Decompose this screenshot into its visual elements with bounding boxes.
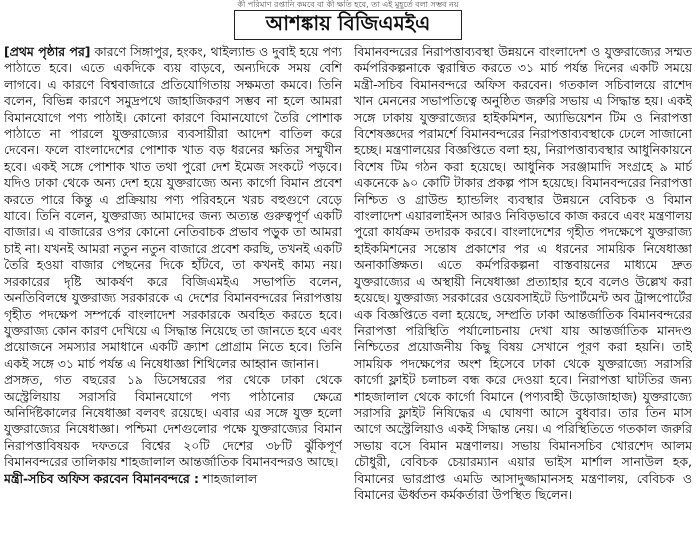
subhead: মন্ত্রী-সচিব অফিস করবেন বিমানবন্দরে : <box>4 470 199 486</box>
left-paragraph-1 <box>4 44 342 372</box>
continuation-lead: [প্রথম পৃষ্ঠার পর] <box>4 44 91 59</box>
right-paragraph-1: বিমানবন্দরের নিরাপত্তাব্যবস্থা উন্নয়নে বাংলাদেশ ও যুক্তরাজ্যের সম্মত কর্মপরিকল্পনাকে ত্বরান্বিত করতে ৩১ মার্চ পর্যন্ত দিনের একটি সময়ে মন্ত্রী-সচিব বিমানবন্দরে অফিস করবেন। গতকাল সচিবালয়ে রাশেদ খান মেননের সভাপতিত্বে অনুষ্ঠিত জরুরি সভায় এ সিদ্ধান্ত হয়। একই সঙ্গে ঢাকায় যুক্তরাজ্যের হাইকমিশন, অ্যাভিয়েশন টিম ও নিরাপত্তা বিশেষজ্ঞদের পরামর্শে বিমানবন্দরের নিরাপত্তাব্যবস্থাকে ঢেলে সাজানো হচ্ছে। মন্ত্রণালয়ের বিজ্ঞপ্তিতে বলা হয়, নিরাপত্তাব্যবস্থার আধুনিকায়নে বিশেষ টিম গঠন করা হয়েছে। আধুনিক সরঞ্জামাদি সংগ্রহে ৯ মার্চ একনেকে ৯০ কোটি টাকার প্রকল্প পাস হয়েছে। বিমানবন্দরের নিরাপত্তা নিশ্চিত ও গ্রাউন্ড হ্যান্ডলিং ব্যবস্থার উন্নয়নে বেবিচক ও বিমান বাংলাদেশ এয়ারলাইনস আরও নিবিড়ভাবে কাজ করবে এবং মন্ত্রণালয় পুরো কার্যক্রম তদারক করবে। বাংলাদেশের গৃহীত পদক্ষেপে যুক্তরাজ্য হাইকমিশনের সন্তোষ প্রকাশের পর এ ধরনের সাময়িক নিষেধাজ্ঞা অনাকাঙ্ক্ষিত। এতে কর্মপরিকল্পনা বাস্তবায়নের মাধ্যমে দ্রুত যুক্তরাজ্যের এ অস্থায়ী নিষেধাজ্ঞা প্রত্যাহার হবে বলেও উল্লেখ করা হয়েছে। যুক্তরাজ্য সরকারের ওয়েবসাইটে ডিপার্টমেন্ট অব ট্রান্সপোর্টের এক বিজ্ঞপ্তিতে বলা হয়েছে, সম্প্রতি ঢাকা আন্তর্জাতিক বিমানবন্দরের নিরাপত্তা পরিস্থিতি পর্যালোচনায় দেখা যায় আন্তর্জাতিক মানদণ্ড নিশ্চিতের প্রয়োজনীয় কিছু বিষয় সেখানে পূরণ করা হয়নি। তাই সাময়িক পদক্ষেপের অংশ হিসেবে ঢাকা থেকে যুক্তরাজ্যে সরাসরি কার্গো ফ্লাইট চলাচল বন্ধ করে দেওয়া হবে। নিরাপত্তা ঘাটতির জন্য শাহজালাল থেকে কার্গো বিমানে (পণ্যবাহী উড়োজাহাজ) যুক্তরাজ্যে সরাসরি ফ্লাইট নিষিদ্ধের এ ঘোষণা আসে বুধবার। তার তিন মাস আগে অস্ট্রেলিয়াও একই সিদ্ধান্ত নেয়। এ পরিস্থিতিতে গতকাল জরুরি সভায় বসে বিমান মন্ত্রণালয়। সভায় বিমানসচিব খোরশেদ আলম চৌধুরী, বেবিচক চেয়ারম্যান এয়ার ভাইস মার্শাল সানাউল হক, বিমানের ভারপ্রাপ্ত এমডি আসাদুজ্জামানসহ মন্ত্রণালয়, বেবিচক ও বিমানের ঊর্ধ্বতন কর্মকর্তারা উপস্থিত ছিলেন। <box>354 44 692 502</box>
subhead-line <box>4 471 342 487</box>
headline-box <box>234 10 462 40</box>
article-columns <box>4 44 692 552</box>
left-paragraph-2: প্রসঙ্গত, গত বছরের ১৯ ডিসেম্বরের পর থেকে ঢাকা থেকে অস্ট্রেলিয়ায় সরাসরি বিমানযোগে পণ্য পাঠানোর ক্ষেত্রে অনির্দিষ্টকালের নিষেধাজ্ঞা বলবৎ রয়েছে। এবার এর সঙ্গে যুক্ত হলো যুক্তরাজ্যের নিষেধাজ্ঞা। পশ্চিমা দেশগুলোর পক্ষে যুক্তরাজ্যের বিমান নিরাপত্তাবিষয়ক দফতরে বিশ্বের ২০টি দেশের ৩৮টি ঝুঁকিপূর্ণ বিমানবন্দরের তালিকায় শাহজালাল আন্তর্জাতিক বিমানবন্দরও আছে। <box>4 372 342 470</box>
right-column <box>354 44 692 552</box>
subhead-tail: শাহজালাল <box>202 470 258 486</box>
left-column <box>4 44 342 552</box>
left-paragraph-1-text: কারণে সিঙ্গাপুর, হংকং, থাইল্যান্ড ও দুবাই হয়ে পণ্য পাঠাতে হবে। এতে একদিকে ব্যয় বাড়বে, অন্যদিকে সময় বেশি লাগবে। এ কারণে বিশ্ববাজারে প্রতিযোগিতায় সক্ষমতা কমবে। তিনি বলেন, বিভিন্ন কারণে সমুদ্রপথে জাহাজিকরণ সম্ভব না হলে আমরা বিমানযোগে পণ্য পাঠাই। কোনো কারণে বিমানযোগে তৈরি পোশাক পাঠাতে না পারলে যুক্তরাজ্যের ব্যবসায়ীরা আদেশ বাতিল করে দেবেন। ফলে বাংলাদেশের পোশাক খাত বড় ধরনের ক্ষতির সম্মুখীন হবে। একই সঙ্গে পোশাক খাত তথা পুরো দেশ ইমেজ সংকটে পড়বে। যদিও ঢাকা থেকে অন্য দেশ হয়ে যুক্তরাজ্যে অন্য কার্গো বিমান প্রবেশ করতে পারে কিন্তু এ প্রক্রিয়ায় পণ্য পরিবহনে খরচ বহুগুণে বেড়ে যাবে। তিনি বলেন, যুক্তরাজ্য আমাদের জন্য অত্যন্ত গুরুত্বপূর্ণ একটি বাজার। এ বাজারের ওপর কোনো নেতিবাচক প্রভাব পড়ুক তা আমরা চাই না। যখনই আমরা নতুন নতুন বাজারে প্রবেশ করছি, তখনই একটি তৈরি হওয়া বাজার পেছনের দিকে হাঁটবে, তা কখনই কাম্য নয়। সরকারের দৃষ্টি আকর্ষণ করে বিজিএমইএ সভাপতি বলেন, অনতিবিলম্বে যুক্তরাজ্য সরকারকে এ দেশের বিমানবন্দরের নিরাপত্তায় গৃহীত পদক্ষেপ সম্পর্কে বাংলাদেশ সরকারকে অবহিত করতে হবে। যুক্তরাজ্য কোন কারণ দেখিয়ে এ সিদ্ধান্ত নিয়েছে তা জানতে হবে এবং প্রয়োজনে সমস্যার সমাধানে একটি ক্র্যাশ প্রোগ্রাম নিতে হবে। তিনি একই সঙ্গে ৩১ মার্চ পর্যন্ত এ নিষেধাজ্ঞা শিথিলের আহ্বান জানান। <box>4 44 342 371</box>
headline: আশঙ্কায় বিজিএমইএ <box>265 10 431 35</box>
previous-article-strip: কী পরিমাণ রপ্তানি কমবে বা কী ক্ষতি হবে, তা এই মুহূর্তে বলা সম্ভব নয় <box>237 0 459 9</box>
